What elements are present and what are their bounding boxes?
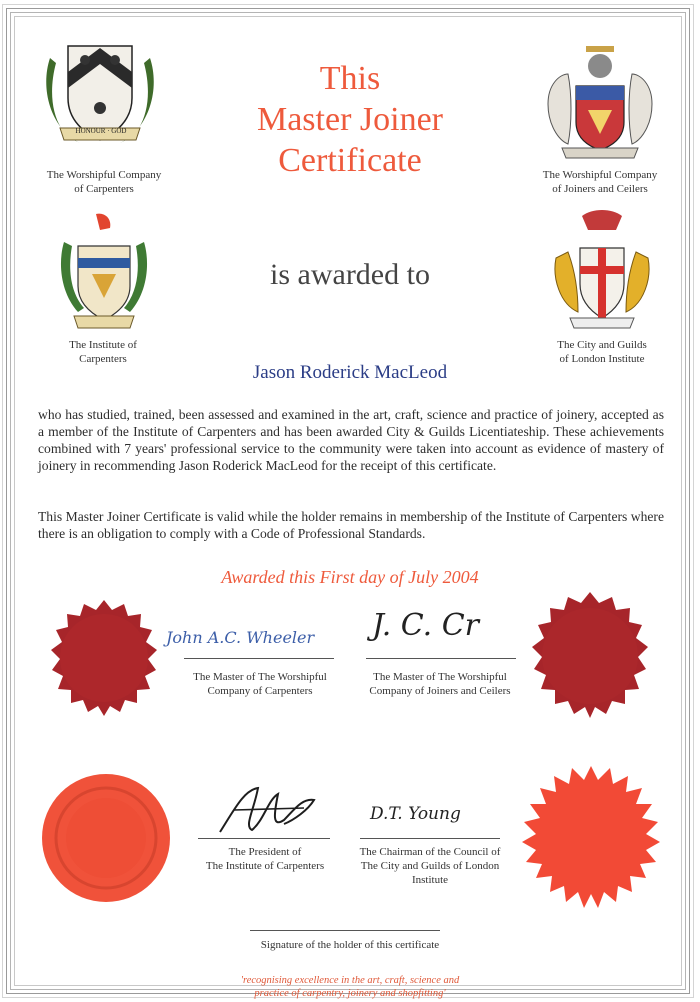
joiners-caption: The Worshipful Company of Joiners and Ceilers <box>542 169 658 195</box>
caption-master-joiners: The Master of The Worshipful Company of Joiners and Ceilers <box>369 671 511 697</box>
institute-crest-icon <box>56 212 152 332</box>
carpenters-caption: The Worshipful Company of Carpenters <box>46 169 162 195</box>
signature-line <box>366 658 516 659</box>
signature-line <box>360 838 500 839</box>
caption-chairman: The Chairman of the Council of The City and Guilds of London Institute <box>359 846 501 886</box>
carpenters-crest-icon <box>40 38 160 156</box>
title-line-2: Master Joiner <box>256 101 443 138</box>
holder-signature-line <box>250 930 440 931</box>
awarded-date: Awarded this First day of July 2004 <box>221 567 479 587</box>
carpenters-motto: HONOUR · GOD <box>75 127 127 135</box>
citation-paragraph: who has studied, trained, been assessed and examined in the art, craft, science and practice of joinery, accepted as a member of the Institute of Carpenters and has been awarded City & Guilds Licentiateship. These achievements combined with 7 years' professional service to the community were taken into account as evidence of mastery of joinery in recommending Jason Roderick MacLeod for the receipt of this certificate. <box>38 407 664 473</box>
signature-president-icon <box>214 780 324 844</box>
certificate-title <box>200 58 500 181</box>
validity-paragraph: This Master Joiner Certificate is valid while the holder remains in membership of the Institute of Carpenters where there is an obligation to comply with a Code of Professional Standards. <box>38 509 664 541</box>
recipient-name: Jason Roderick MacLeod <box>252 362 448 383</box>
city-guilds-crest-icon <box>552 208 652 332</box>
signature-master-carpenters: John A.C. Wheeler <box>166 628 315 647</box>
starburst-seal-icon <box>518 764 664 910</box>
title-line-3: Certificate <box>278 142 422 179</box>
title-line-1: This <box>319 60 381 97</box>
holder-signature-caption: Signature of the holder of this certificate <box>260 939 440 951</box>
signature-line <box>198 838 330 839</box>
joiners-crest-icon <box>538 44 662 162</box>
awarded-to-heading: is awarded to <box>270 258 430 291</box>
city-guilds-caption: The City and Guilds of London Institute <box>557 339 647 365</box>
caption-president: The President of The Institute of Carpenters <box>205 846 325 872</box>
signature-chairman: D.T. Young <box>370 804 461 824</box>
institute-caption: The Institute of Carpenters <box>69 339 137 365</box>
signature-line <box>184 658 334 659</box>
caption-master-carpenters: The Master of The Worshipful Company of Carpenters <box>193 671 327 697</box>
signature-master-joiners: J. C. Cr <box>372 608 480 643</box>
embossed-seal-icon <box>40 772 172 904</box>
footer-motto: 'recognising excellence in the art, craft, science and practice of carpentry, joinery and shopfitting' <box>240 975 460 999</box>
wax-seal-icon <box>44 598 164 718</box>
wax-seal-right-icon <box>524 590 656 722</box>
